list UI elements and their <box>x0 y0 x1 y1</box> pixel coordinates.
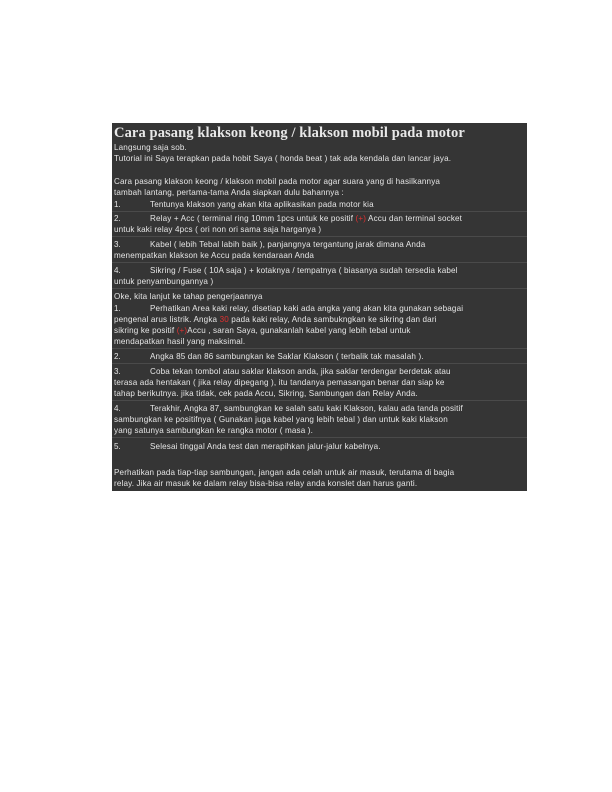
divider <box>112 400 527 401</box>
prep-intro-line: Cara pasang klakson keong / klakson mobil pada motor agar suara yang di hasilkannya <box>114 177 441 186</box>
terminal-number: 30 <box>219 315 229 324</box>
closing-line: relay. Jika air masuk ke dalam relay bisa-bisa relay anda konslet dan harus ganti. <box>114 479 418 488</box>
material-item-cont: untuk penyambungannya ) <box>114 277 214 286</box>
step-item-cont: terasa ada hentakan ( jika relay dipegang ), itu tandanya pemasangan benar dan siap ke <box>114 378 445 387</box>
list-number: 3. <box>114 367 121 376</box>
prep-intro-line: tambah lantang, pertama-tama Anda siapkan dulu bahannya : <box>114 188 344 197</box>
steps-intro: Oke, kita lanjut ke tahap pengerjaannya <box>114 292 263 301</box>
divider <box>112 236 527 237</box>
step-item: Selesai tinggal Anda test dan merapihkan jalur-jalur kabelnya. <box>150 442 381 451</box>
list-number: 3. <box>114 240 121 249</box>
list-number: 1. <box>114 200 121 209</box>
list-number: 1. <box>114 304 121 313</box>
step-item: Angka 85 dan 86 sambungkan ke Saklar Klakson ( terbalik tak masalah ). <box>150 352 424 361</box>
step-item: Coba tekan tombol atau saklar klakson anda, jika saklar terdengar berdetak atau <box>150 367 451 376</box>
divider <box>112 363 527 364</box>
divider <box>112 262 527 263</box>
step-item: Terakhir, Angka 87, sambungkan ke salah satu kaki Klakson, kalau ada tanda positif <box>150 404 463 413</box>
positive-marker: (+) <box>355 214 367 223</box>
divider <box>112 348 527 349</box>
divider <box>112 288 527 289</box>
step-item-cont: sikring ke positif (+)Accu , saran Saya, gunakanlah kabel yang lebih tebal untuk <box>114 326 411 335</box>
material-item: Tentunya klakson yang akan kita aplikasikan pada motor kia <box>150 200 374 209</box>
step-item-cont: mendapatkan hasil yang maksimal. <box>114 337 246 346</box>
list-number: 2. <box>114 352 121 361</box>
divider <box>112 211 527 212</box>
step-item-cont: sambungkan ke positifnya ( Gunakan juga kabel yang lebih tebal ) dan untuk kaki klakson <box>114 415 448 424</box>
article-title: Cara pasang klakson keong / klakson mobil pada motor <box>114 125 465 141</box>
positive-marker: (+) <box>176 326 188 335</box>
list-number: 2. <box>114 214 121 223</box>
step-item: Perhatikan Area kaki relay, disetiap kaki ada angka yang akan kita gunakan sebagai <box>150 304 464 313</box>
step-item-cont: yang satunya sambungkan ke rangka motor ( masa ). <box>114 426 313 435</box>
intro-line: Langsung saja sob. <box>114 143 187 152</box>
article-panel <box>112 123 527 491</box>
list-number: 4. <box>114 266 121 275</box>
material-item-cont: menempatkan klakson ke Accu pada kendaraan Anda <box>114 251 315 260</box>
material-item: Relay + Acc ( terminal ring 10mm 1pcs untuk ke positif (+) Accu dan terminal socket <box>150 214 463 223</box>
material-item: Kabel ( lebih Tebal labih baik ), panjangnya tergantung jarak dimana Anda <box>150 240 426 249</box>
material-item-cont: untuk kaki relay 4pcs ( ori non ori sama saja harganya ) <box>114 225 322 234</box>
step-item-cont: pengenal arus listrik. Angka 30 pada kaki relay, Anda sambukngkan ke sikring dan dari <box>114 315 437 324</box>
intro-line: Tutorial ini Saya terapkan pada hobit Saya ( honda beat ) tak ada kendala dan lancar jaya. <box>114 154 452 163</box>
list-number: 4. <box>114 404 121 413</box>
material-item: Sikring / Fuse ( 10A saja ) + kotaknya / tempatnya ( biasanya sudah tersedia kabel <box>150 266 458 275</box>
list-number: 5. <box>114 442 121 451</box>
divider <box>112 437 527 438</box>
step-item-cont: tahap berikutnya. jika tidak, cek pada Accu, Sikring, Sambungan dan Relay Anda. <box>114 389 418 398</box>
closing-line: Perhatikan pada tiap-tiap sambungan, jangan ada celah untuk air masuk, terutama di bagia <box>114 468 455 477</box>
